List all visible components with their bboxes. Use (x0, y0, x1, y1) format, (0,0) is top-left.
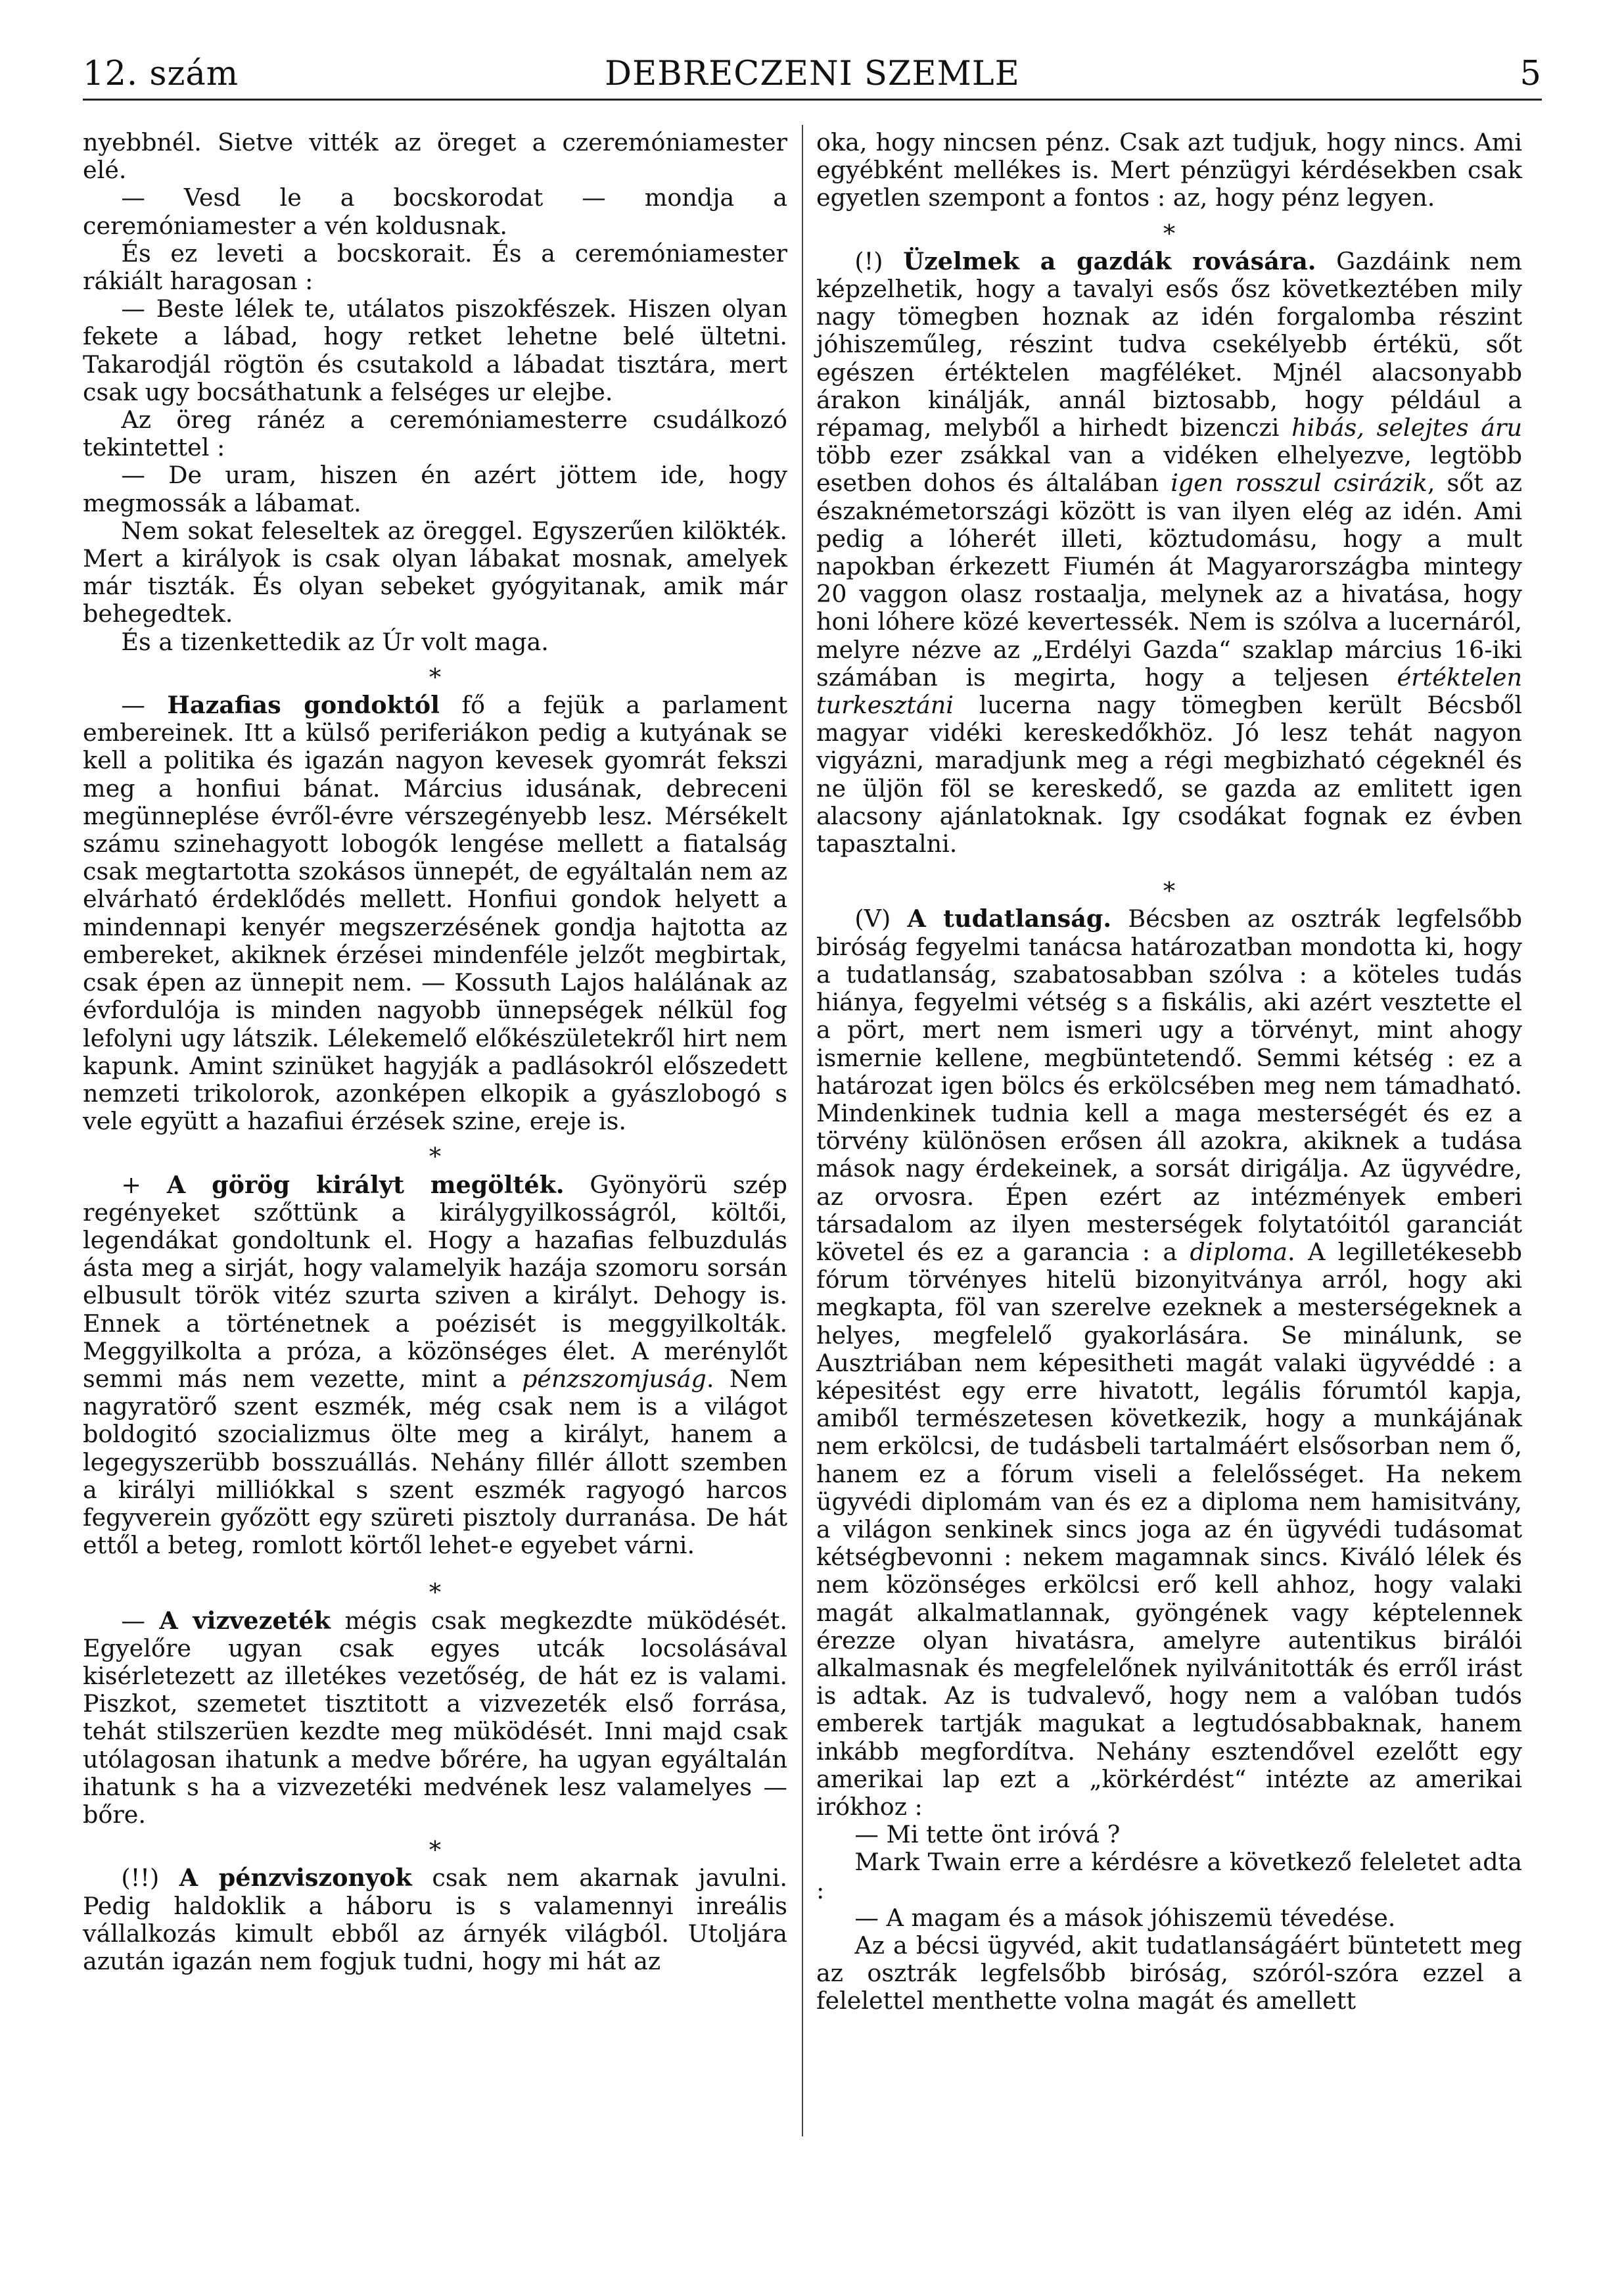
section-separator: * (429, 663, 442, 692)
item-emphasis: hibás, selejtes áru (1291, 413, 1522, 442)
item-body: . A legilletékesebb fórum törvényes hitelü bizonyitványa arról, hogy aki megkapta, föl van szerelve ezeknek a mesterségeknek a helyes, megfelelő gyakorlására. Se minálunk, se Ausztriában nem képesitheti magát valaki ügyvéddé : a képesitést egy erre hivatott, legális fórumtól kapja, amiből természetesen következik, hogy a munkájának nem erkölcsi, de tudásbeli tartalmáért elsősorban nem ő, hanem ez a fórum viseli a felelősséget. Ha nekem ügyvédi diplomám van és ez a diploma nem hamisitvány, a világon senkinek sincs joga az én ügyvédi tudásomat kétségbevonni : nekem magamnak sincs. Kiváló lélek és nem közönséges erkölcsi erő kell ahhoz, hogy valaki magát alkalmatlannak, gyöngének vagy képtelennek érezze olyan hivatásra, amelyre autentikus birálói alkalmasnak és megfelelőnek nyilvánitották és erről irást is adtak. Az is tudvalevő, hogy nem a valóban tudós emberek tartják magukat a legtudósabbaknak, hanem inkább megfordítva. Nehány esztendővel ezelőtt egy amerikai lap ezt a „körkérdést“ intézte az amerikai irókhoz : (816, 1237, 1522, 1821)
item-body: csak nem akarnak javulni. Pedig haldoklik a háboru is s valamennyi inreális vállalkozás kimult ebből az árnyék világból. Utoljára azután igazán nem fogjuk tudni, hogy mi hát az (83, 1864, 787, 1975)
story-paragraph: — Vesd le a bocskorodat — mondja a ceremóniamester a vén koldusnak. (83, 183, 787, 240)
section-separator: * (429, 1578, 442, 1607)
item-prefix: + (121, 1170, 167, 1199)
issue-number: 12. szám (83, 55, 239, 93)
journal-title: DEBRECZENI SZEMLE (605, 55, 1020, 93)
news-item-tudatlansag (816, 905, 1522, 1821)
quote-answer: — A magam és a mások jóhiszemü tévedése. (854, 1903, 1396, 1932)
item-prefix: (V) (854, 905, 908, 933)
item-body: , sőt az északnémetországi között is van ilyen elég az idén. Ami pedig a lóherét illeti, köztudomásu, hogy a mult napokban érkezett Fiumén át Magyarországba mintegy 20 vaggon olasz rostaalja, melynek az a hivatása, hogy honi lóhere közé kevertessék. Nem is szólva a lucernáról, melyre nézve az „Erdélyi Gazda“ szaklap március 16-iki számában is megirta, hogy a teljesen (816, 469, 1522, 692)
item-emphasis: diploma (1190, 1237, 1288, 1266)
left-column (83, 129, 787, 1975)
item-body: . Nem nagyratörő szent eszmék, még csak nem is a világot boldogitó szocializmus ölte meg a királyt, hanem a legegyszerübb bosszuállás. Nehány fillér állott szemben a királyi milliókkal s szent eszmék ragyogó harcos fegyverein győzött egy szüreti pisztoly durranása. De hát ettől a beteg, romlott körtől lehet-e egyebet várni. (83, 1364, 787, 1560)
item-body: Bécsben az osztrák legfelsőbb biróság fegyelmi tanácsa határozatban mondotta ki, hogy a tudatlanság, szabatosabban szólva : a köteles tudás hiánya, fegyelmi vétség s a fiskális, aki azért vesztette el a pört, mert nem ismeri ugy a törvényt, mint ahogy ismernie kellene, megbüntetendő. Semmi kétség : ez a határozat igen bölcs és erkölcsében meg nem támadható. Mindenkinek tudnia kell a maga mesterségét és ez a törvény különösen erősen áll azokra, akiknek a tudása mások nagy érdekeinek, a sorsát dirigálja. Az ügyvédre, az orvosra. Épen ezért az intézmények emberi társadalom az ilyen mesterségek folytatóitól garanciát követel és ez a garancia : a (816, 905, 1523, 1266)
item-prefix: — (121, 691, 168, 720)
section-separator: * (429, 1836, 442, 1865)
item-emphasis: értéktelen turkesztáni (816, 663, 1522, 720)
item-body: mégis csak megkezdte müködését. Egyelőre ugyan csak egyes utcák locsolásával kisérletezett az illetékes vezetőség, de hát ez is valami. Piszkot, szemetet tisztitott a vizvezeték első forrása, tehát stilszerüen kezdte meg müködését. Inni majd csak utólagosan ihatunk a medve bőrére, ha ugyan egyáltalán ihatunk s ha a vizvezetéki medvének lesz valamelyes — bőre. (83, 1606, 787, 1829)
page-number: 5 (1520, 55, 1542, 93)
story-paragraph: — Beste lélek te, utálatos piszokfészek. Hiszen olyan fekete a lábad, hogy retket lehetne belé ültetni. Takarodjál rögtön és csutakold a lábadat tisztára, mert csak ugy bocsáthatunk a felséges ur elejbe. (83, 294, 787, 406)
item-heading: A vizvezeték (159, 1606, 331, 1635)
item-body: Gyönyörü szép regényeket szőttünk a királygyilkosságról, költői, legendákat gondoltunk el. Hogy a hazafias felbuzdulás ásta meg a sirját, hogy valamelyik hazája szomoru sorsán elbusult török vitéz szurta sziven a királyt. Dehogy is. Ennek a történetnek a poézisét is meggyilkolták. Meggyilkolta a próza, a közönséges élet. A merénylőt semmi más nem vezette, mint a (83, 1170, 787, 1393)
story-paragraph: — De uram, hiszen én azért jöttem ide, hogy megmossák a lábamat. (83, 461, 787, 517)
story-paragraph: Az öreg ránéz a ceremóniamesterre csudálkozó tekintettel : (83, 406, 787, 462)
item-heading: A pénzviszonyok (179, 1864, 412, 1892)
header-rule (83, 99, 1542, 101)
item-body: lucerna nagy tömegben került Bécsből magyar vidéki kereskedőkhöz. Jó lesz tehát nagyon vigyázni, maradjunk meg a régi megbizható cégeknél és ne üljön föl se kereskedő, se gazda az emlitett igen alacsony ajánlatoknak. Igy csodákat fognak ez évben tapasztalni. (816, 691, 1522, 858)
right-column (816, 129, 1522, 2015)
item-prefix: (!!) (121, 1864, 179, 1892)
story-paragraph: Nem sokat feleseltek az öreggel. Egyszerűen kilökték. Mert a királyok is csak olyan lábakat mosnak, amelyek már tiszták. És olyan sebeket gyógyitanak, amik már behegedtek. (83, 516, 787, 628)
item-prefix: — (121, 1606, 160, 1635)
section-separator: * (1163, 877, 1176, 906)
item-heading: A görög királyt megölték. (166, 1170, 565, 1199)
item-heading: Hazafias gondoktól (167, 691, 440, 720)
story-paragraph: És a tizenkettedik az Úr volt maga. (121, 627, 549, 656)
news-item-uzelmek (816, 248, 1522, 858)
section-separator: * (429, 1142, 442, 1171)
news-item-hazafias (83, 692, 787, 1135)
item-prefix: (!) (854, 247, 904, 275)
item-continuation: oka, hogy nincsen pénz. Csak azt tudjuk, hogy nincs. Ami egyébként mellékes is. Mert pénzügyi kérdésekben csak egyetlen szempont a fontos : az, hogy pénz legyen. (816, 128, 1522, 212)
running-header (83, 54, 1542, 99)
story-continuation: nyebbnél. Sietve vitték az öreget a czeremóniamester elé. (83, 128, 787, 185)
section-separator: * (1163, 219, 1176, 248)
quote-question: — Mi tette önt iróvá ? (854, 1820, 1121, 1849)
item-body: több ezer zsákkal van a vidéken elhelyezve, legtöbb esetben dohos és általában (816, 441, 1522, 498)
news-item-gorog-kiraly (83, 1171, 787, 1560)
news-item-vizvezetek (83, 1607, 787, 1829)
item-body: fő a fejük a parlament embereinek. Itt a külső periferiákon pedig a kutyának se kell a politika és igazán nagyon kevesek gyomrát fekszi meg a honfiui bánat. Március idusának, debreceni megünneplése évről-évre vérszegényebb lesz. Mérsékelt számu szinehagyott lobogók lengése mellett a fiatalság csak megtartotta szokásos ünnepét, de egyáltalán nem az elvárható érdeklődés mellett. Honfiui gondok helyett a mindennapi kenyér megszerzésének gondja hajtotta az embereket, akiknek érzései mindenféle jelzőt megbirtak, csak épen az ünnepit nem. — Kossuth Lajos halálának az évfordulója is minden nagyobb ünnepségek nélkül fog lefolyni ugy látszik. Lélekemelő előkészületekről hirt nem kapunk. Amint szinüket hagyják a padlásokról előszedett nemzeti trikolorok, azonképen elkopik a gyászlobogó s vele együtt a hazafiui érzések szine, ereje is. (83, 691, 788, 1136)
closing-paragraph: Az a bécsi ügyvéd, akit tudatlanságáért büntetett meg az osztrák legfelsőbb biróság, szóról-szóra ezzel a felelettel menthette volna magát és amellett (816, 1931, 1522, 2015)
item-heading: Üzelmek a gazdák rovására. (903, 247, 1316, 275)
item-emphasis: igen rosszul csirázik (1171, 469, 1427, 498)
story-paragraph: És ez leveti a bocskorait. És a ceremóniamester rákiált haragosan : (83, 239, 787, 296)
item-heading: A tudatlanság. (907, 905, 1112, 933)
quote-intro: Mark Twain erre a kérdésre a következő feleletet adta : (816, 1848, 1522, 1904)
news-item-penzviszonyok (83, 1864, 787, 1975)
item-body: Gazdáink nem képzelhetik, hogy a tavalyi esős ősz következtében mily nagy tömegben hoznak az idén forgalomba részint jóhiszeműleg, részint tudva csekélyebb értékü, sőt egészen értéktelen magféléket. Mjnél alacsonyabb árakon kinálják, annál biztosabb, hogy például a répamag, melyből a hirhedt bizenczi (816, 247, 1523, 442)
column-divider (802, 125, 803, 2136)
item-emphasis: pénzszomjuság (521, 1364, 707, 1393)
